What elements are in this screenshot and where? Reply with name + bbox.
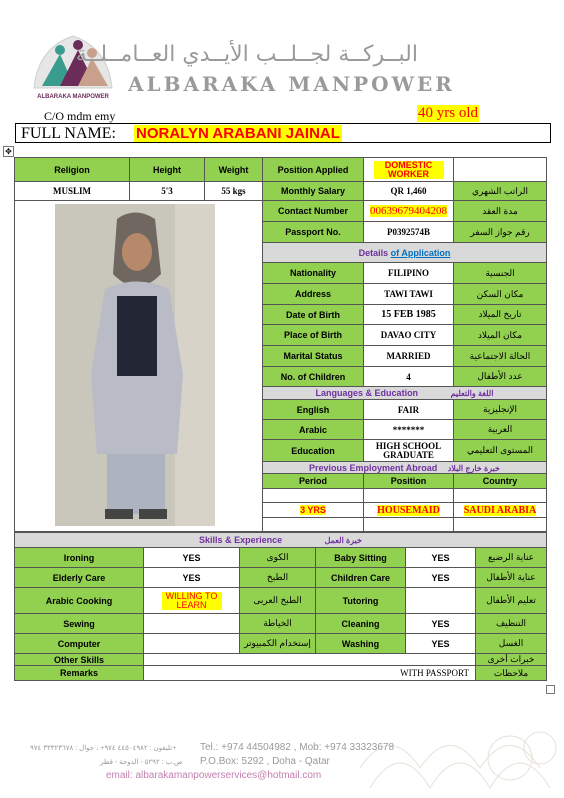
- pob-value: DAVAO CITY: [364, 325, 454, 346]
- arabic-value: *******: [364, 420, 454, 440]
- footer-pobox-arabic: ص.ب : ٥٢٩٢ - الدوحة - قطر: [100, 759, 183, 766]
- english-value: FAIR: [364, 400, 454, 420]
- religion-value: MUSLIM: [15, 182, 130, 201]
- skill-washing-arabic: الغسل: [476, 634, 547, 654]
- education-value: HIGH SCHOOL GRADUATE: [364, 440, 454, 462]
- skill-arabic-cooking-arabic: الطبخ العربى: [240, 588, 316, 614]
- skill-tutoring-arabic: تعليم الأطفال: [476, 588, 547, 614]
- skill-ironing-arabic: الكوى: [240, 548, 316, 568]
- other-skills-value: [144, 654, 476, 666]
- contact-number-value: 00639679404208: [364, 201, 454, 222]
- table-resize-handle-icon[interactable]: [546, 685, 555, 694]
- education-label: Education: [263, 440, 364, 462]
- height-value: 5'3: [130, 182, 205, 201]
- prev-emp-empty-2: [364, 489, 454, 503]
- skill-sewing-value: [144, 614, 240, 634]
- skill-elderly-care-value: YES: [144, 568, 240, 588]
- prev-emp-empty-1: [263, 489, 364, 503]
- skill-elderly-care-arabic: الطبخ: [240, 568, 316, 588]
- skill-ironing-label: Ironing: [15, 548, 144, 568]
- english-label: English: [263, 400, 364, 420]
- prev-employment-title: Previous Employment Abroad خبرة خارج البلاد: [263, 462, 547, 474]
- skill-cleaning-value: YES: [406, 614, 476, 634]
- footer-tel: Tel.: +974 44504982 , Mob: +974 33323678: [200, 742, 395, 753]
- weight-header: Weight: [205, 158, 263, 182]
- care-of: C/O mdm emy: [44, 109, 116, 123]
- monthly-salary-label: Monthly Salary: [263, 182, 364, 201]
- skill-baby-sitting-arabic: عناية الرضيع: [476, 548, 547, 568]
- prev-emp-empty-5: [364, 518, 454, 532]
- passport-label: Passport No.: [263, 222, 364, 243]
- age: 40 yrs old: [418, 105, 478, 121]
- languages-section-title: Languages & Education اللغة والتعليم: [263, 387, 547, 400]
- pob-label: Place of Birth: [263, 325, 364, 346]
- position-header: Position: [364, 474, 454, 489]
- full-name-bar: [15, 123, 551, 143]
- skill-tutoring-value: [406, 588, 476, 614]
- nationality-label: Nationality: [263, 263, 364, 284]
- height-header: Height: [130, 158, 205, 182]
- company-name-english: ALBARAKA MANPOWER: [128, 72, 455, 96]
- footer-pattern-icon: [360, 728, 564, 798]
- skill-children-care-label: Children Care: [316, 568, 406, 588]
- religion-header: Religion: [15, 158, 130, 182]
- blank-cell: [454, 158, 547, 182]
- passport-value: P0392574B: [364, 222, 454, 243]
- remarks-label: Remarks: [15, 666, 144, 681]
- weight-value: 55 kgs: [205, 182, 263, 201]
- applicant-photo-cell: [15, 201, 263, 532]
- skill-sewing-arabic: الخياطة: [240, 614, 316, 634]
- skill-tutoring-label: Tutoring: [316, 588, 406, 614]
- skill-computer-arabic: إستخدام الكمبيوتر: [240, 634, 316, 654]
- english-arabic: الإنجليزية: [454, 400, 547, 420]
- pob-arabic: مكان الميلاد: [454, 325, 547, 346]
- position-applied-value: DOMESTIC WORKER: [364, 158, 454, 182]
- contact-number-label: Contact Number: [263, 201, 364, 222]
- prev-emp-empty-4: [263, 518, 364, 532]
- full-name-label: FULL NAME:: [21, 125, 116, 142]
- skill-elderly-care-label: Elderly Care: [15, 568, 144, 588]
- details-section-title: Details of Application: [263, 243, 547, 263]
- nationality-arabic: الجنسية: [454, 263, 547, 284]
- company-name-arabic: البــركــة لجــلــب الأيــدي العــامــلــة: [75, 42, 418, 67]
- applicant-photo: [55, 204, 215, 526]
- remarks-value: WITH PASSPORT: [144, 666, 476, 681]
- footer-email: email: albarakamanpowerservices@hotmail.com: [106, 770, 322, 781]
- address-value: TAWI TAWI: [364, 284, 454, 305]
- address-arabic: مكان السكن: [454, 284, 547, 305]
- skill-arabic-cooking-label: Arabic Cooking: [15, 588, 144, 614]
- skill-arabic-cooking-value: WILLING TO LEARN: [144, 588, 240, 614]
- position-applied-label: Position Applied: [263, 158, 364, 182]
- children-label: No. of Children: [263, 367, 364, 387]
- monthly-salary-value: QR 1,460: [364, 182, 454, 201]
- monthly-salary-arabic: الراتب الشهري: [454, 182, 547, 201]
- address-label: Address: [263, 284, 364, 305]
- full-name: NORALYN ARABANI JAINAL: [136, 125, 340, 142]
- prev-emp-empty-3: [454, 489, 547, 503]
- education-arabic: المستوى التعليمي: [454, 440, 547, 462]
- skill-baby-sitting-value: YES: [406, 548, 476, 568]
- dob-arabic: تاريخ الميلاد: [454, 305, 547, 325]
- person-figure-icon: [55, 204, 215, 526]
- prev-emp-empty-6: [454, 518, 547, 532]
- passport-arabic: رقم جواز السفر: [454, 222, 547, 243]
- marital-status-arabic: الحالة الاجتماعية: [454, 346, 547, 367]
- footer-pobox: P.O.Box: 5292 , Doha - Qatar: [200, 756, 330, 767]
- skill-sewing-label: Sewing: [15, 614, 144, 634]
- other-skills-label: Other Skills: [15, 654, 144, 666]
- logo-caption: ALBARAKA MANPOWER: [37, 94, 109, 100]
- skill-baby-sitting-label: Baby Sitting: [316, 548, 406, 568]
- skill-washing-value: YES: [406, 634, 476, 654]
- skill-cleaning-arabic: التنظيف: [476, 614, 547, 634]
- contact-number-arabic: مدة العقد: [454, 201, 547, 222]
- skill-children-care-value: YES: [406, 568, 476, 588]
- prev-emp-period: 3 YRS: [263, 503, 364, 518]
- children-arabic: عدد الأطفال: [454, 367, 547, 387]
- applicant-table: [14, 157, 547, 532]
- remarks-arabic: ملاحظات: [476, 666, 547, 681]
- skill-computer-value: [144, 634, 240, 654]
- arabic-language-arabic: العربية: [454, 420, 547, 440]
- marital-status-value: MARRIED: [364, 346, 454, 367]
- footer-tel-arabic: تليفون : ٤٤٥٠٤٩٨٢ ٩٧٤+ ، جوال : ٣٣٣٢٣٦٧٨ ٩٧٤+: [30, 745, 177, 752]
- skill-cleaning-label: Cleaning: [316, 614, 406, 634]
- nationality-value: FILIPINO: [364, 263, 454, 284]
- skill-ironing-value: YES: [144, 548, 240, 568]
- children-value: 4: [364, 367, 454, 387]
- prev-emp-position: HOUSEMAID: [364, 503, 454, 518]
- table-move-handle-icon[interactable]: ✥: [3, 146, 14, 157]
- prev-emp-country: SAUDI ARABIA: [454, 503, 547, 518]
- other-skills-arabic: خبرات أخرى: [476, 654, 547, 666]
- dob-value: 15 FEB 1985: [364, 305, 454, 325]
- footer: [0, 728, 564, 798]
- period-header: Period: [263, 474, 364, 489]
- arabic-label: Arabic: [263, 420, 364, 440]
- skill-washing-label: Washing: [316, 634, 406, 654]
- skills-section-title: Skills & Experience خبرة العمل: [15, 533, 547, 548]
- skill-children-care-arabic: عناية الأطفال: [476, 568, 547, 588]
- marital-status-label: Marital Status: [263, 346, 364, 367]
- country-header: Country: [454, 474, 547, 489]
- dob-label: Date of Birth: [263, 305, 364, 325]
- skills-table: [14, 532, 547, 681]
- skill-computer-label: Computer: [15, 634, 144, 654]
